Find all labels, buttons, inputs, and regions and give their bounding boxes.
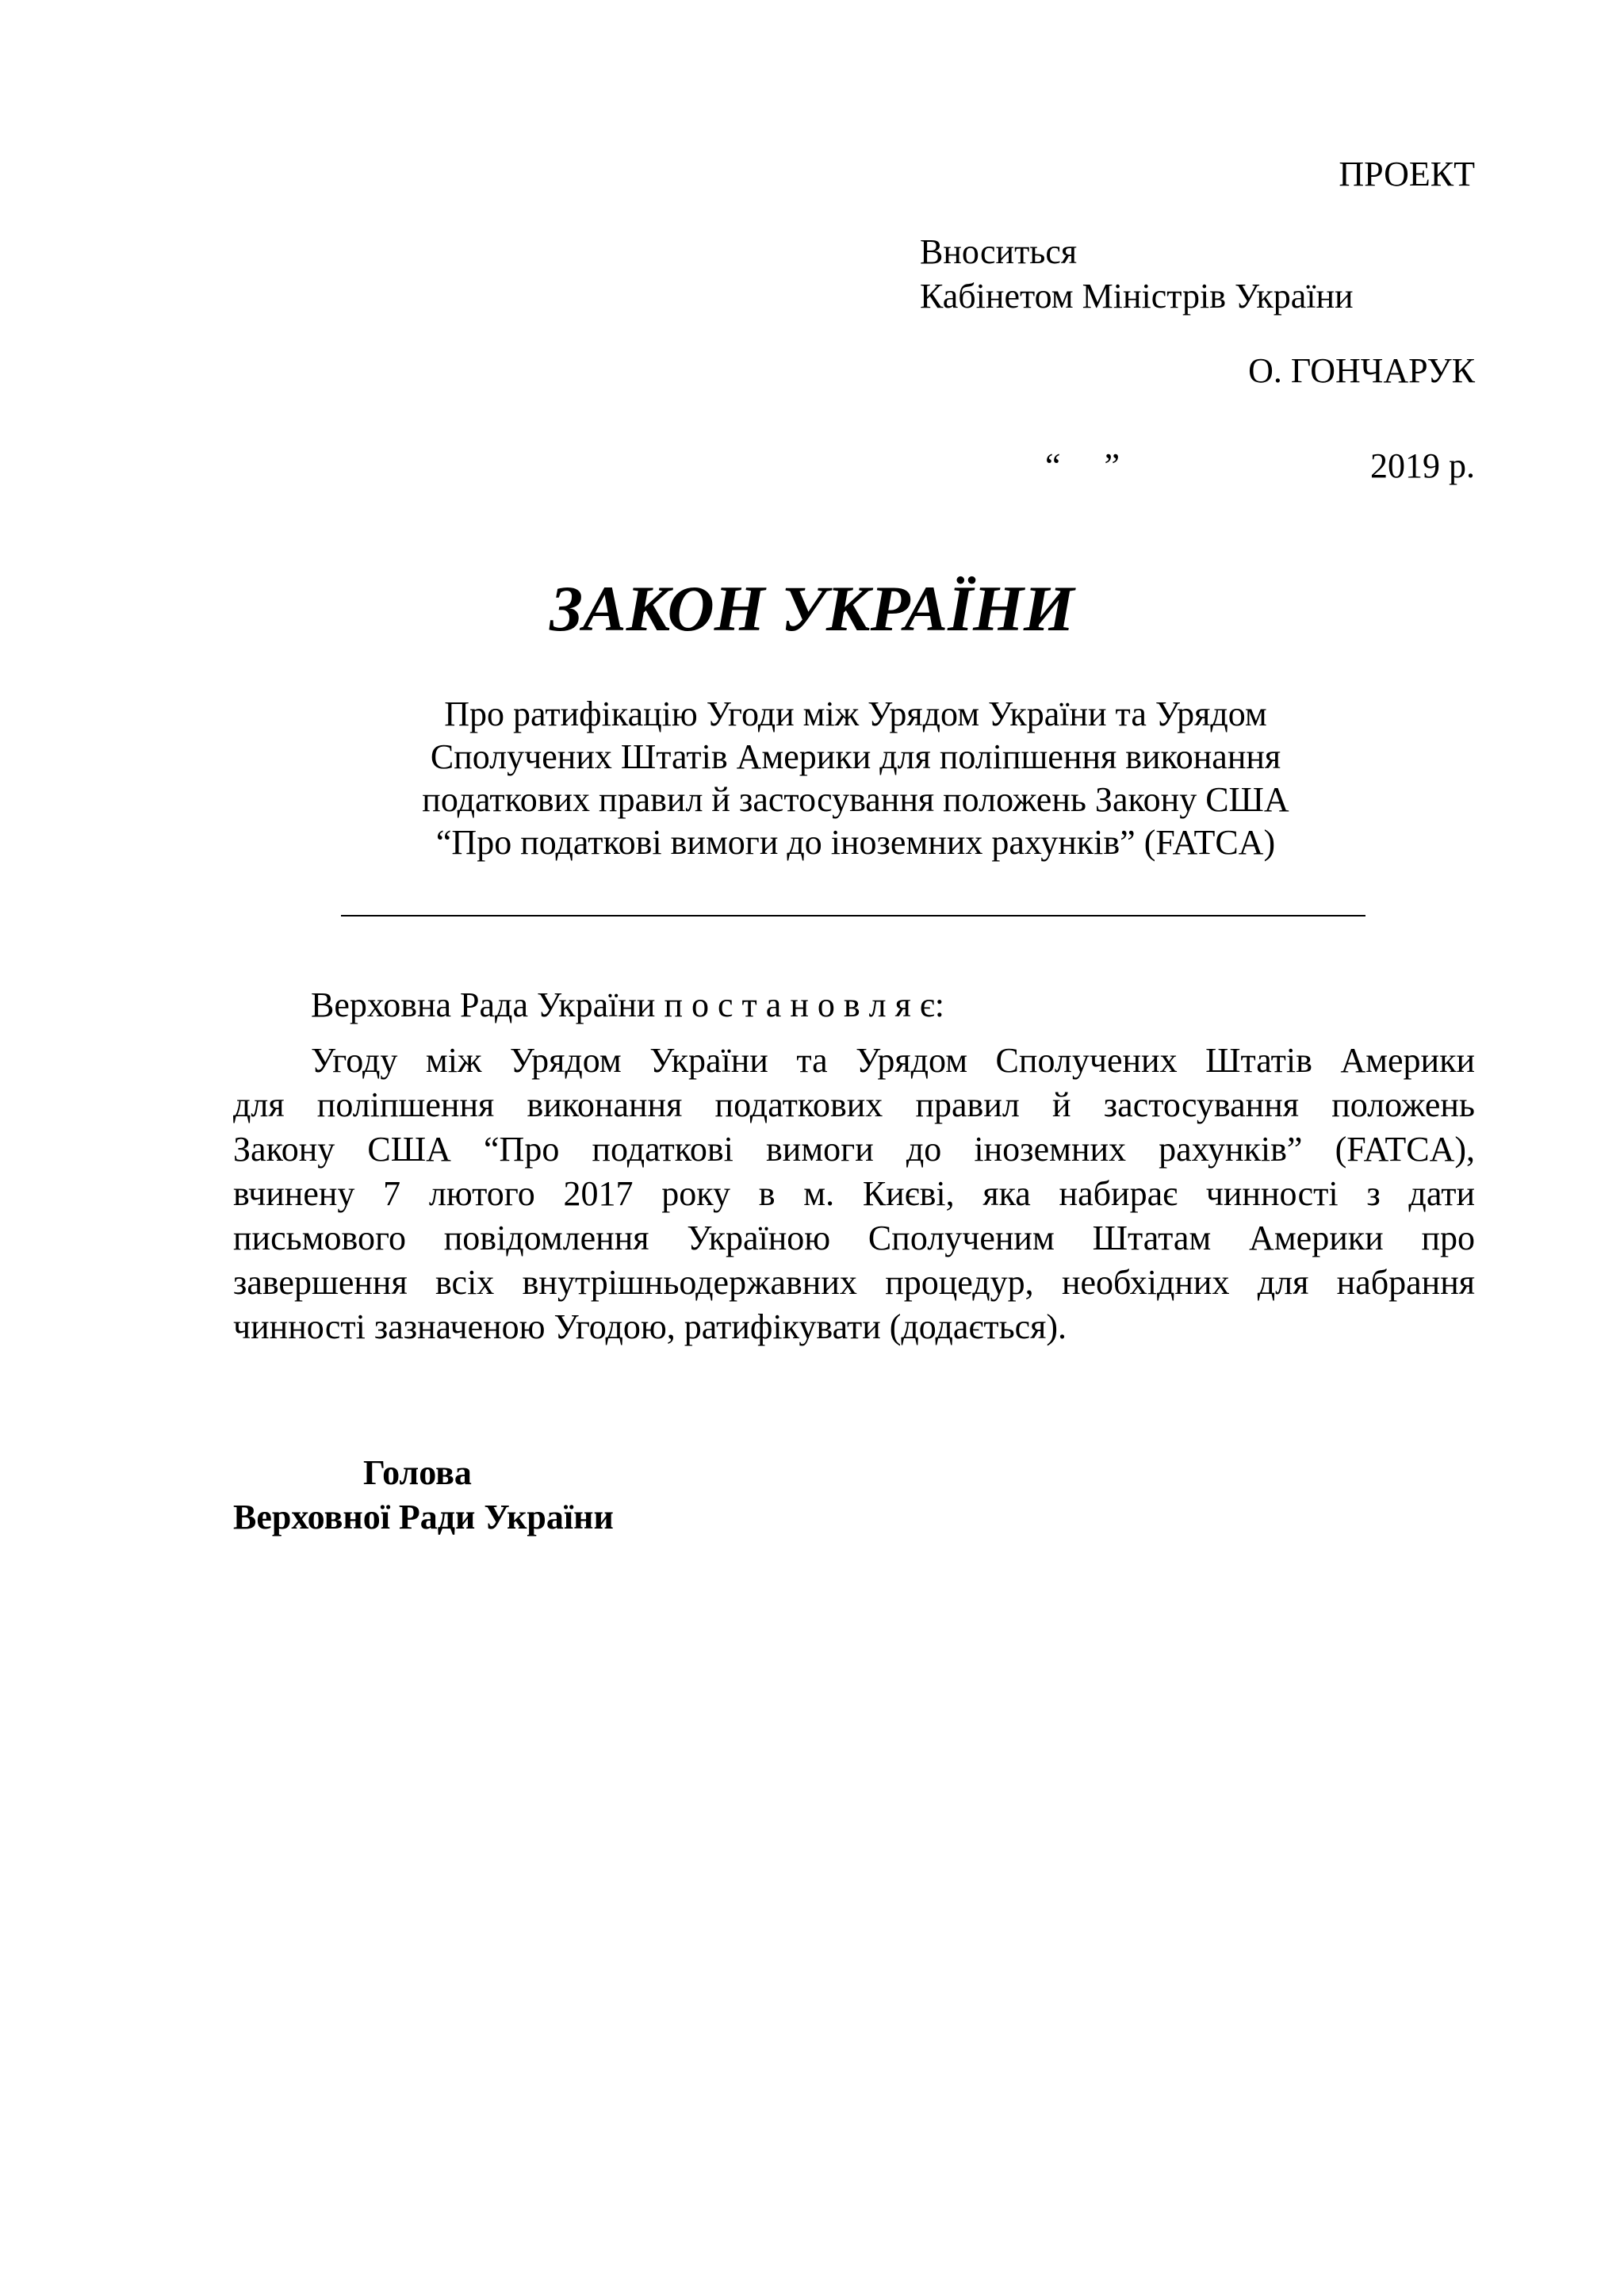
signer-name: О. ГОНЧАРУК xyxy=(1248,351,1475,390)
subtitle-line: Сполучених Штатів Америки для поліпшення виконання xyxy=(430,737,1281,776)
title-separator-line xyxy=(341,915,1365,916)
signature-title-line-1: Голова xyxy=(363,1453,472,1492)
law-title: ЗАКОН УКРАЇНИ xyxy=(550,572,1074,645)
body-line: письмового повідомлення Україною Сполученим Штатам Америки про xyxy=(233,1219,1475,1257)
preamble-text: Верховна Рада України п о с т а н о в л я є: xyxy=(311,985,944,1024)
signature-title-line-2: Верховної Ради України xyxy=(233,1498,614,1536)
submitted-by-line: Вноситься xyxy=(920,232,1078,271)
subtitle-line: податкових правил й застосування положень Закону США xyxy=(422,780,1289,819)
law-subtitle xyxy=(336,693,1375,864)
body-line: чинності зазначеною Угодою, ратифікувати (додається). xyxy=(233,1307,1067,1346)
body-paragraph xyxy=(233,1039,1475,1349)
date-quotes: “ ” xyxy=(1045,446,1120,485)
date-year: 2019 р. xyxy=(1370,446,1475,485)
subtitle-line: Про ратифікацію Угоди між Урядом України та Урядом xyxy=(444,695,1267,733)
subtitle-line: “Про податкові вимоги до іноземних рахунків” (FATCA) xyxy=(435,823,1276,862)
submitted-by-block xyxy=(920,230,1354,319)
date-line xyxy=(1045,444,1475,488)
draft-status-label: ПРОЕКТ xyxy=(1339,155,1475,193)
body-line: завершення всіх внутрішньодержавних процедур, необхідних для набрання xyxy=(233,1263,1475,1302)
body-line: вчинену 7 лютого 2017 року в м. Києві, яка набирає чинності з дати xyxy=(233,1174,1475,1213)
submitted-by-line: Кабінетом Міністрів України xyxy=(920,277,1354,316)
body-line: для поліпшення виконання податкових правил й застосування положень xyxy=(233,1085,1475,1124)
body-line: Угоду між Урядом України та Урядом Сполучених Штатів Америки xyxy=(311,1041,1475,1080)
body-line: Закону США “Про податкові вимоги до іноземних рахунків” (FATCA), xyxy=(233,1130,1475,1169)
